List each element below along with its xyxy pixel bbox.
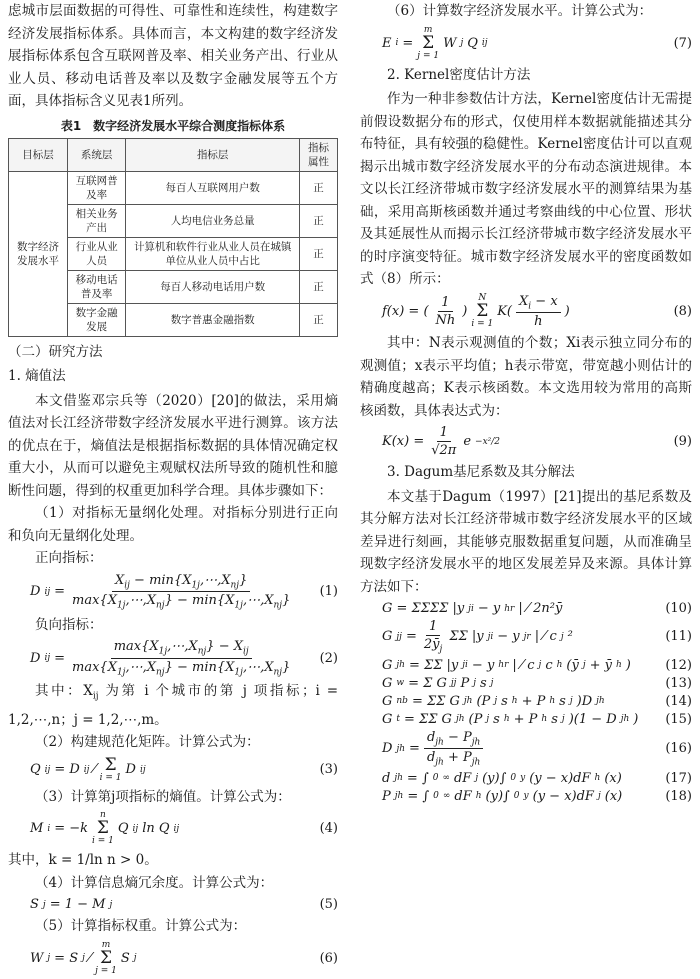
step3-text: （3）计算第j项指标的熵值。计算公式为：: [35, 788, 291, 805]
equation-12: G jh = ΣΣ |y ji − y hr | ⁄ c j c h (ȳ j + ȳ h ) (12): [382, 657, 692, 673]
equation-number: (9): [673, 434, 692, 450]
table-cell-indicator: 数字普惠金融指数: [126, 303, 300, 336]
method1-title: 1. 熵值法: [8, 368, 66, 384]
equation-11: G jj = $\frac{1}{2ȳ_j}$ ΣΣ |y ji − y jr | ⁄ c j ² (11): [382, 619, 692, 655]
equation-16: D jh = $\frac{d_{jh} - P_{jh}}{d_{jh} + P_{jh}}$ (16): [382, 729, 692, 768]
table-cell-attr: 正: [300, 270, 338, 303]
table-header-attr: 指标属性: [300, 138, 338, 171]
section-heading: （二）研究方法: [8, 343, 103, 360]
indicator-table: [8, 138, 338, 337]
table-cell-indicator: 人均电信业务总量: [126, 204, 300, 237]
equation-number: (15): [665, 711, 692, 727]
table-cell-attr: 正: [300, 303, 338, 336]
positive-label: 正向指标：: [35, 550, 103, 566]
equation-number: (4): [319, 821, 338, 837]
step6-text: （6）计算数字经济发展水平。计算公式为：: [387, 3, 653, 19]
equation-2: D ij = $\frac{\max\{X_{1j},\cdots,X_{nj}\} - X_{ij}}{\max\{X_{1j},\cdots,X_{nj}\} - \min\{X_{1j},\cdots,X_{nj}\}}$ (2): [30, 639, 338, 678]
equation-number: (17): [665, 770, 692, 786]
equation-9: K(x) = $\frac{1}{√2\pi}$ e −x²/2 (9): [382, 425, 692, 459]
intro-paragraph: 虑城市层面数据的可得性、可靠性和连续性，构建数字经济发展指标体系。具体而言，本文构建的数字经济发展指标体系包含互联网普及率、相关业务产出、行业从业人员、移动电话普及率以及数字金融发展等五个方面，具体指标含义见表1所列。: [8, 3, 338, 109]
equation-number: (6): [319, 950, 338, 966]
table-cell-target: 数字经济发展水平: [9, 171, 68, 336]
where-k-text: 其中，k = 1/ln n > 0。: [8, 852, 158, 869]
table-header-indicator: 指标层: [126, 138, 300, 171]
table-cell-system: 数字金融发展: [68, 303, 126, 336]
equation-number: (18): [665, 788, 692, 804]
equation-13: G w = Σ G jj P j s j (13): [382, 675, 692, 691]
table-cell-system: 相关业务产出: [68, 204, 126, 237]
equation-number: (1): [319, 584, 338, 600]
negative-label: 负向指标：: [35, 616, 103, 633]
step2-text: （2）构建规范化矩阵。计算公式为：: [35, 734, 260, 751]
equation-number: (14): [665, 693, 692, 709]
equation-number: (3): [319, 762, 338, 778]
method3-paragraph: 本文基于Dagum（1997）[21]提出的基尼系数及其分解方法对长江经济带城市数字经济发展水平的区域差异进行刻画，其能够克服数据重复问题，从而准确呈现数字经济发展水平的地区发展差异及来源。具体计算方法如下：: [360, 488, 692, 595]
step5-text: （5）计算指标权重。计算公式为：: [35, 918, 247, 935]
equation-number: (10): [665, 601, 692, 617]
table-header-system: 系统层: [68, 138, 126, 171]
equation-5: S j = 1 − M j (5): [30, 897, 338, 913]
method2-paragraph-2: 其中：N表示观测值的个数；Xi表示独立同分布的观测值；x表示平均值；h表示带宽，带宽越小则估计的精确度越高；K表示核函数。本文选用较为常用的高斯核函数，具体表达式为：: [360, 335, 692, 419]
equation-14: G nb = ΣΣ G jh (P j s h + P h s j )D jh (14): [382, 693, 692, 709]
equation-number: (11): [665, 629, 692, 645]
equation-15: G t = ΣΣ G jh (P j s h + P h s j )(1 − D jh ) (15): [382, 711, 692, 727]
method3-title: 3. Dagum基尼系数及其分解法: [387, 464, 575, 481]
equation-1: D ij = $\frac{X_{ij} - \min\{X_{1j},\cdots,X_{nj}\}}{\max\{X_{1j},\cdots,X_{nj}\} - \min\{X_{1j},\cdots,X_{nj}\}}$ (1): [30, 572, 338, 611]
method1-paragraph: 本文借鉴邓宗兵等（2020）[20]的做法，采用熵值法对长江经济带数字经济发展水平进行测算。该方法的优点在于，熵值法是根据指标数据的具体情况确定权重大小，从而可以避免主观赋权法所导致的随机性和臆断性问题，得到的权重更加科学合理。具体步骤如下：: [8, 392, 338, 499]
equation-6: W j = S j ⁄ m Σ j = 1 S j (6): [30, 939, 338, 976]
equation-number: (12): [665, 657, 692, 673]
table-cell-system: 互联网普及率: [68, 171, 126, 204]
table-cell-system: 行业从业人员: [68, 237, 126, 270]
equation-number: (8): [673, 303, 692, 319]
table-caption: 表1 数字经济发展水平综合测度指标体系: [60, 118, 286, 133]
table-cell-indicator: 每百人移动电话用户数: [126, 270, 300, 303]
where-text-1: 其中：$X_{ij}$ 为第 i 个城市的第 j 项指标；i = 1,2,⋯,n；j = 1,2,⋯,m。: [8, 683, 338, 728]
table-header-target: 目标层: [9, 138, 68, 171]
equation-number: (5): [319, 897, 338, 913]
step4-text: （4）计算信息熵冗余度。计算公式为：: [35, 874, 274, 891]
table-cell-attr: 正: [300, 237, 338, 270]
equation-3: Q ij = D ij ⁄ Σ i = 1 D ij (3): [30, 754, 338, 783]
right-column: [360, 0, 692, 807]
equation-number: (7): [673, 35, 692, 51]
equation-4: M i = −k n Σ i = 1 Q ij ln Q ij (4): [30, 810, 338, 847]
table-cell-attr: 正: [300, 171, 338, 204]
table-cell-indicator: 每百人互联网用户数: [126, 171, 300, 204]
equation-10: G = ΣΣΣΣ |y ji − y hr | ⁄ 2n²ȳ (10): [382, 601, 692, 617]
table-row: [9, 171, 338, 204]
step1-text: （1）对指标无量纲化处理。对指标分别进行正向和负向无量纲化处理。: [8, 505, 338, 544]
table-cell-indicator: 计算机和软件行业从业人员在城镇单位从业人员中占比: [126, 237, 300, 270]
table-cell-system: 移动电话普及率: [68, 270, 126, 303]
left-column: [8, 0, 338, 979]
table-cell-attr: 正: [300, 204, 338, 237]
equation-7: E i = m Σ j = 1 W j Q ij (7): [382, 24, 692, 61]
equation-number: (16): [665, 741, 692, 757]
equation-17: d jh = ∫ 0 ∞ dF j (y)∫ 0 y (y − x)dF h (x) (17): [382, 770, 692, 786]
equation-8: f(x) = ( $\frac{1}{Nh}$ ) N Σ i = 1 K( $\frac{X_i - x}{h}$ ) (8): [382, 292, 692, 330]
equation-18: P jh = ∫ 0 ∞ dF h (y)∫ 0 y (y − x)dF j (x) (18): [382, 788, 692, 804]
method2-paragraph: 作为一种非参数估计方法，Kernel密度估计无需提前假设数据分布的形式，仅使用样本数据就能描述其分布特征，具有较强的稳健性。Kernel密度估计可以直观揭示出城市数字经济发展水平的分布动态演进规律。本文以长江经济带城市数字经济发展水平的测算结果为基础，采用高斯核函数并通过考察曲线的中心位置、形状及其延展性从而揭示长江经济带城市数字经济发展水平的时序演变特征。城市数字经济发展水平的密度函数如式（8）所示：: [360, 91, 692, 287]
method2-title: 2. Kernel密度估计方法: [387, 66, 531, 83]
equation-number: (2): [319, 650, 338, 666]
equation-number: (13): [665, 675, 692, 691]
